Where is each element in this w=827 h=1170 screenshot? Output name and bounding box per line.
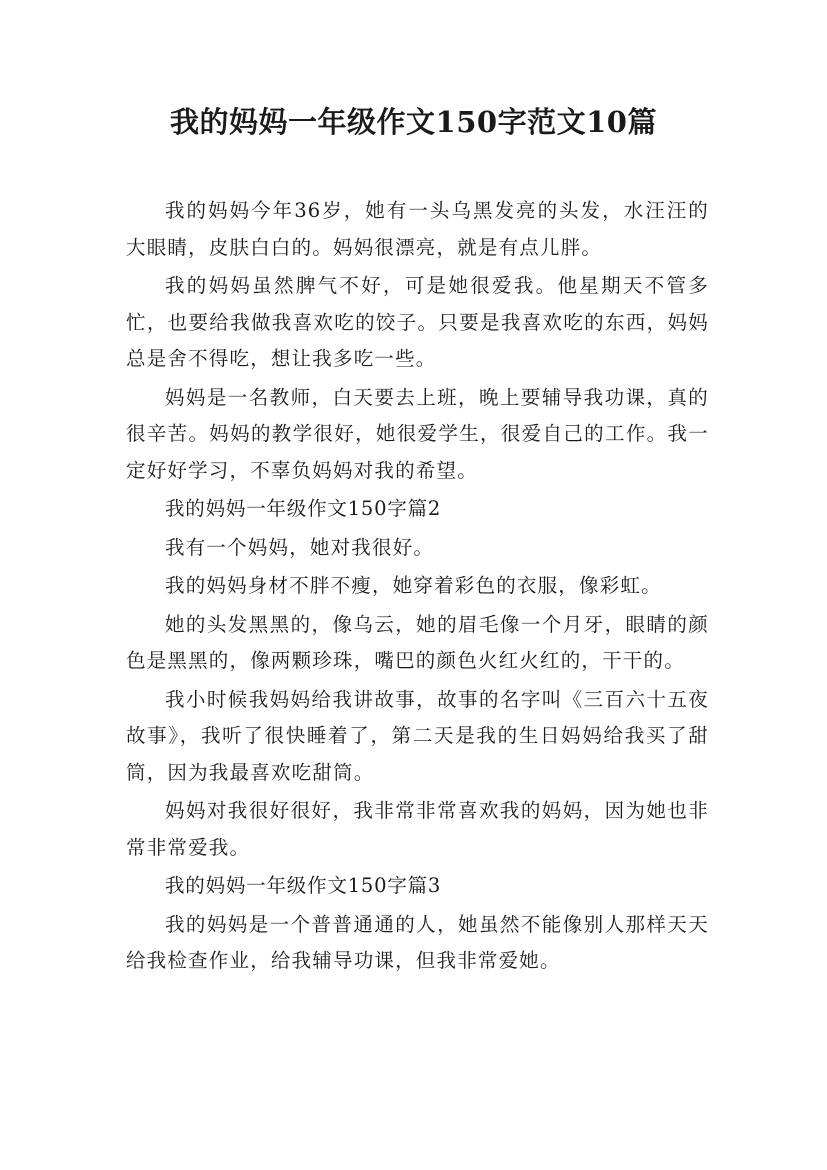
paragraph-4: 我有一个妈妈，她对我很好。 xyxy=(165,535,435,559)
paragraph-9: 我的妈妈是一个普普通通的人，她虽然不能像别人那样天天给我检查作业，给我辅导功课，但我非常爱她。 xyxy=(126,912,709,972)
paragraph-7: 我小时候我妈妈给我讲故事，故事的名字叫《三百六十五夜故事》，我听了很快睡着了，第二天是我的生日妈妈给我买了甜筒，因为我最喜欢吃甜筒。 xyxy=(126,687,709,784)
paragraph-5: 我的妈妈身材不胖不瘦，她穿着彩色的衣服，像彩虹。 xyxy=(165,574,662,597)
document-body xyxy=(126,193,709,982)
paragraph-6: 她的头发黑黑的，像乌云，她的眉毛像一个月牙，眼睛的颜色是黑黑的，像两颗珍珠，嘴巴的颜色火红火红的，干干的。 xyxy=(126,612,709,672)
paragraph-8: 妈妈对我很好很好，我非常非常喜欢我的妈妈，因为她也非常非常爱我。 xyxy=(126,799,709,859)
section-heading-2: 我的妈妈一年级作文150字篇2 xyxy=(165,497,442,520)
section-heading-3: 我的妈妈一年级作文150字篇3 xyxy=(165,874,442,897)
document-title: 我的妈妈一年级作文150字范文10篇 xyxy=(170,105,657,139)
paragraph-1: 我的妈妈今年36岁，她有一头乌黑发亮的头发，水汪汪的大眼睛，皮肤白白的。妈妈很漂亮，就是有点儿胖。 xyxy=(126,199,709,259)
paragraph-3: 妈妈是一名教师，白天要去上班，晚上要辅导我功课，真的很辛苦。妈妈的教学很好，她很爱学生，很爱自己的工作。我一定好好学习，不辜负妈妈对我的希望。 xyxy=(126,385,709,482)
paragraph-2: 我的妈妈虽然脾气不好，可是她很爱我。他星期天不管多忙，也要给我做我喜欢吃的饺子。只要是我喜欢吃的东西，妈妈总是舍不得吃，想让我多吃一些。 xyxy=(126,274,709,370)
